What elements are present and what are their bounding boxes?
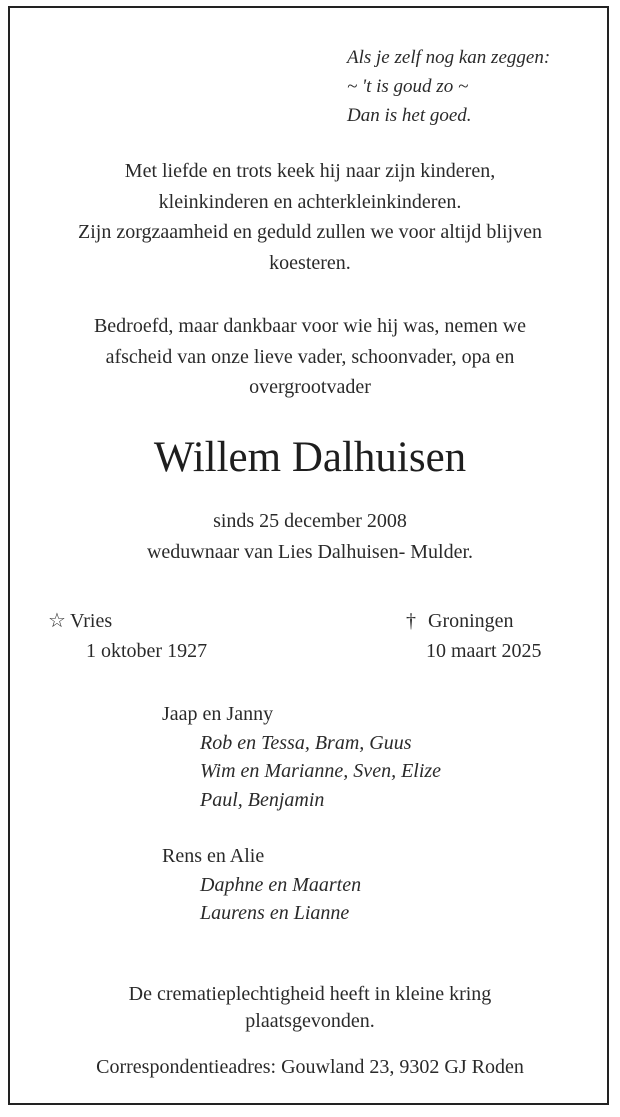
family-parents: Rens en Alie	[162, 845, 265, 867]
birth-place: Vries	[70, 610, 113, 632]
ceremony-line: plaatsgevonden.	[245, 1010, 375, 1032]
family-children: Wim en Marianne, Sven, Elize	[200, 760, 442, 782]
deceased-name: Willem Dalhuisen	[153, 434, 467, 481]
cross-icon: †	[406, 610, 416, 632]
ceremony-note	[20, 981, 600, 1035]
family-children: Daphne en Maarten	[200, 873, 362, 896]
family-children: Laurens en Lianne	[200, 902, 350, 924]
farewell-line: afscheid van onze lieve vader, schoonvader, opa en	[105, 345, 515, 368]
widower-line: sinds 25 december 2008	[213, 510, 407, 532]
family-group	[162, 700, 441, 814]
ceremony-line: De crematieplechtigheid heeft in kleine kring	[128, 983, 492, 1005]
death-info	[406, 606, 542, 666]
poem-line: Dan is het goed.	[347, 105, 472, 126]
birth-date: 1 oktober 1927	[86, 640, 208, 662]
intro-paragraph	[20, 156, 600, 278]
farewell-line: overgrootvader	[249, 376, 371, 398]
family-children: Rob en Tessa, Bram, Guus	[200, 731, 412, 754]
family-parents: Jaap en Janny	[162, 703, 274, 725]
farewell-line: Bedroefd, maar dankbaar voor wie hij was, nemen we	[93, 315, 527, 337]
intro-line: kleinkinderen en achterkleinkinderen.	[158, 190, 462, 213]
family-group	[162, 842, 361, 928]
farewell-paragraph	[20, 311, 600, 403]
intro-line: Zijn zorgzaamheid en geduld zullen we voor altijd blijven	[78, 221, 542, 243]
intro-line: koesteren.	[269, 251, 351, 274]
widower-note	[20, 506, 600, 567]
poem-line: ~ 't is goud zo ~	[347, 76, 469, 97]
star-icon: ☆	[48, 610, 66, 632]
poem-line: Als je zelf nog kan zeggen:	[347, 47, 551, 68]
family-children: Paul, Benjamin	[200, 788, 325, 811]
correspondence-address: Correspondentieadres: Gouwland 23, 9302 GJ Roden	[96, 1056, 524, 1078]
widower-line: weduwnaar van Lies Dalhuisen- Mulder.	[146, 540, 473, 563]
birth-info	[48, 606, 207, 666]
poem	[347, 43, 550, 130]
death-date: 10 maart 2025	[426, 640, 542, 662]
intro-line: Met liefde en trots keek hij naar zijn kinderen,	[124, 160, 496, 182]
death-place: Groningen	[428, 610, 514, 632]
